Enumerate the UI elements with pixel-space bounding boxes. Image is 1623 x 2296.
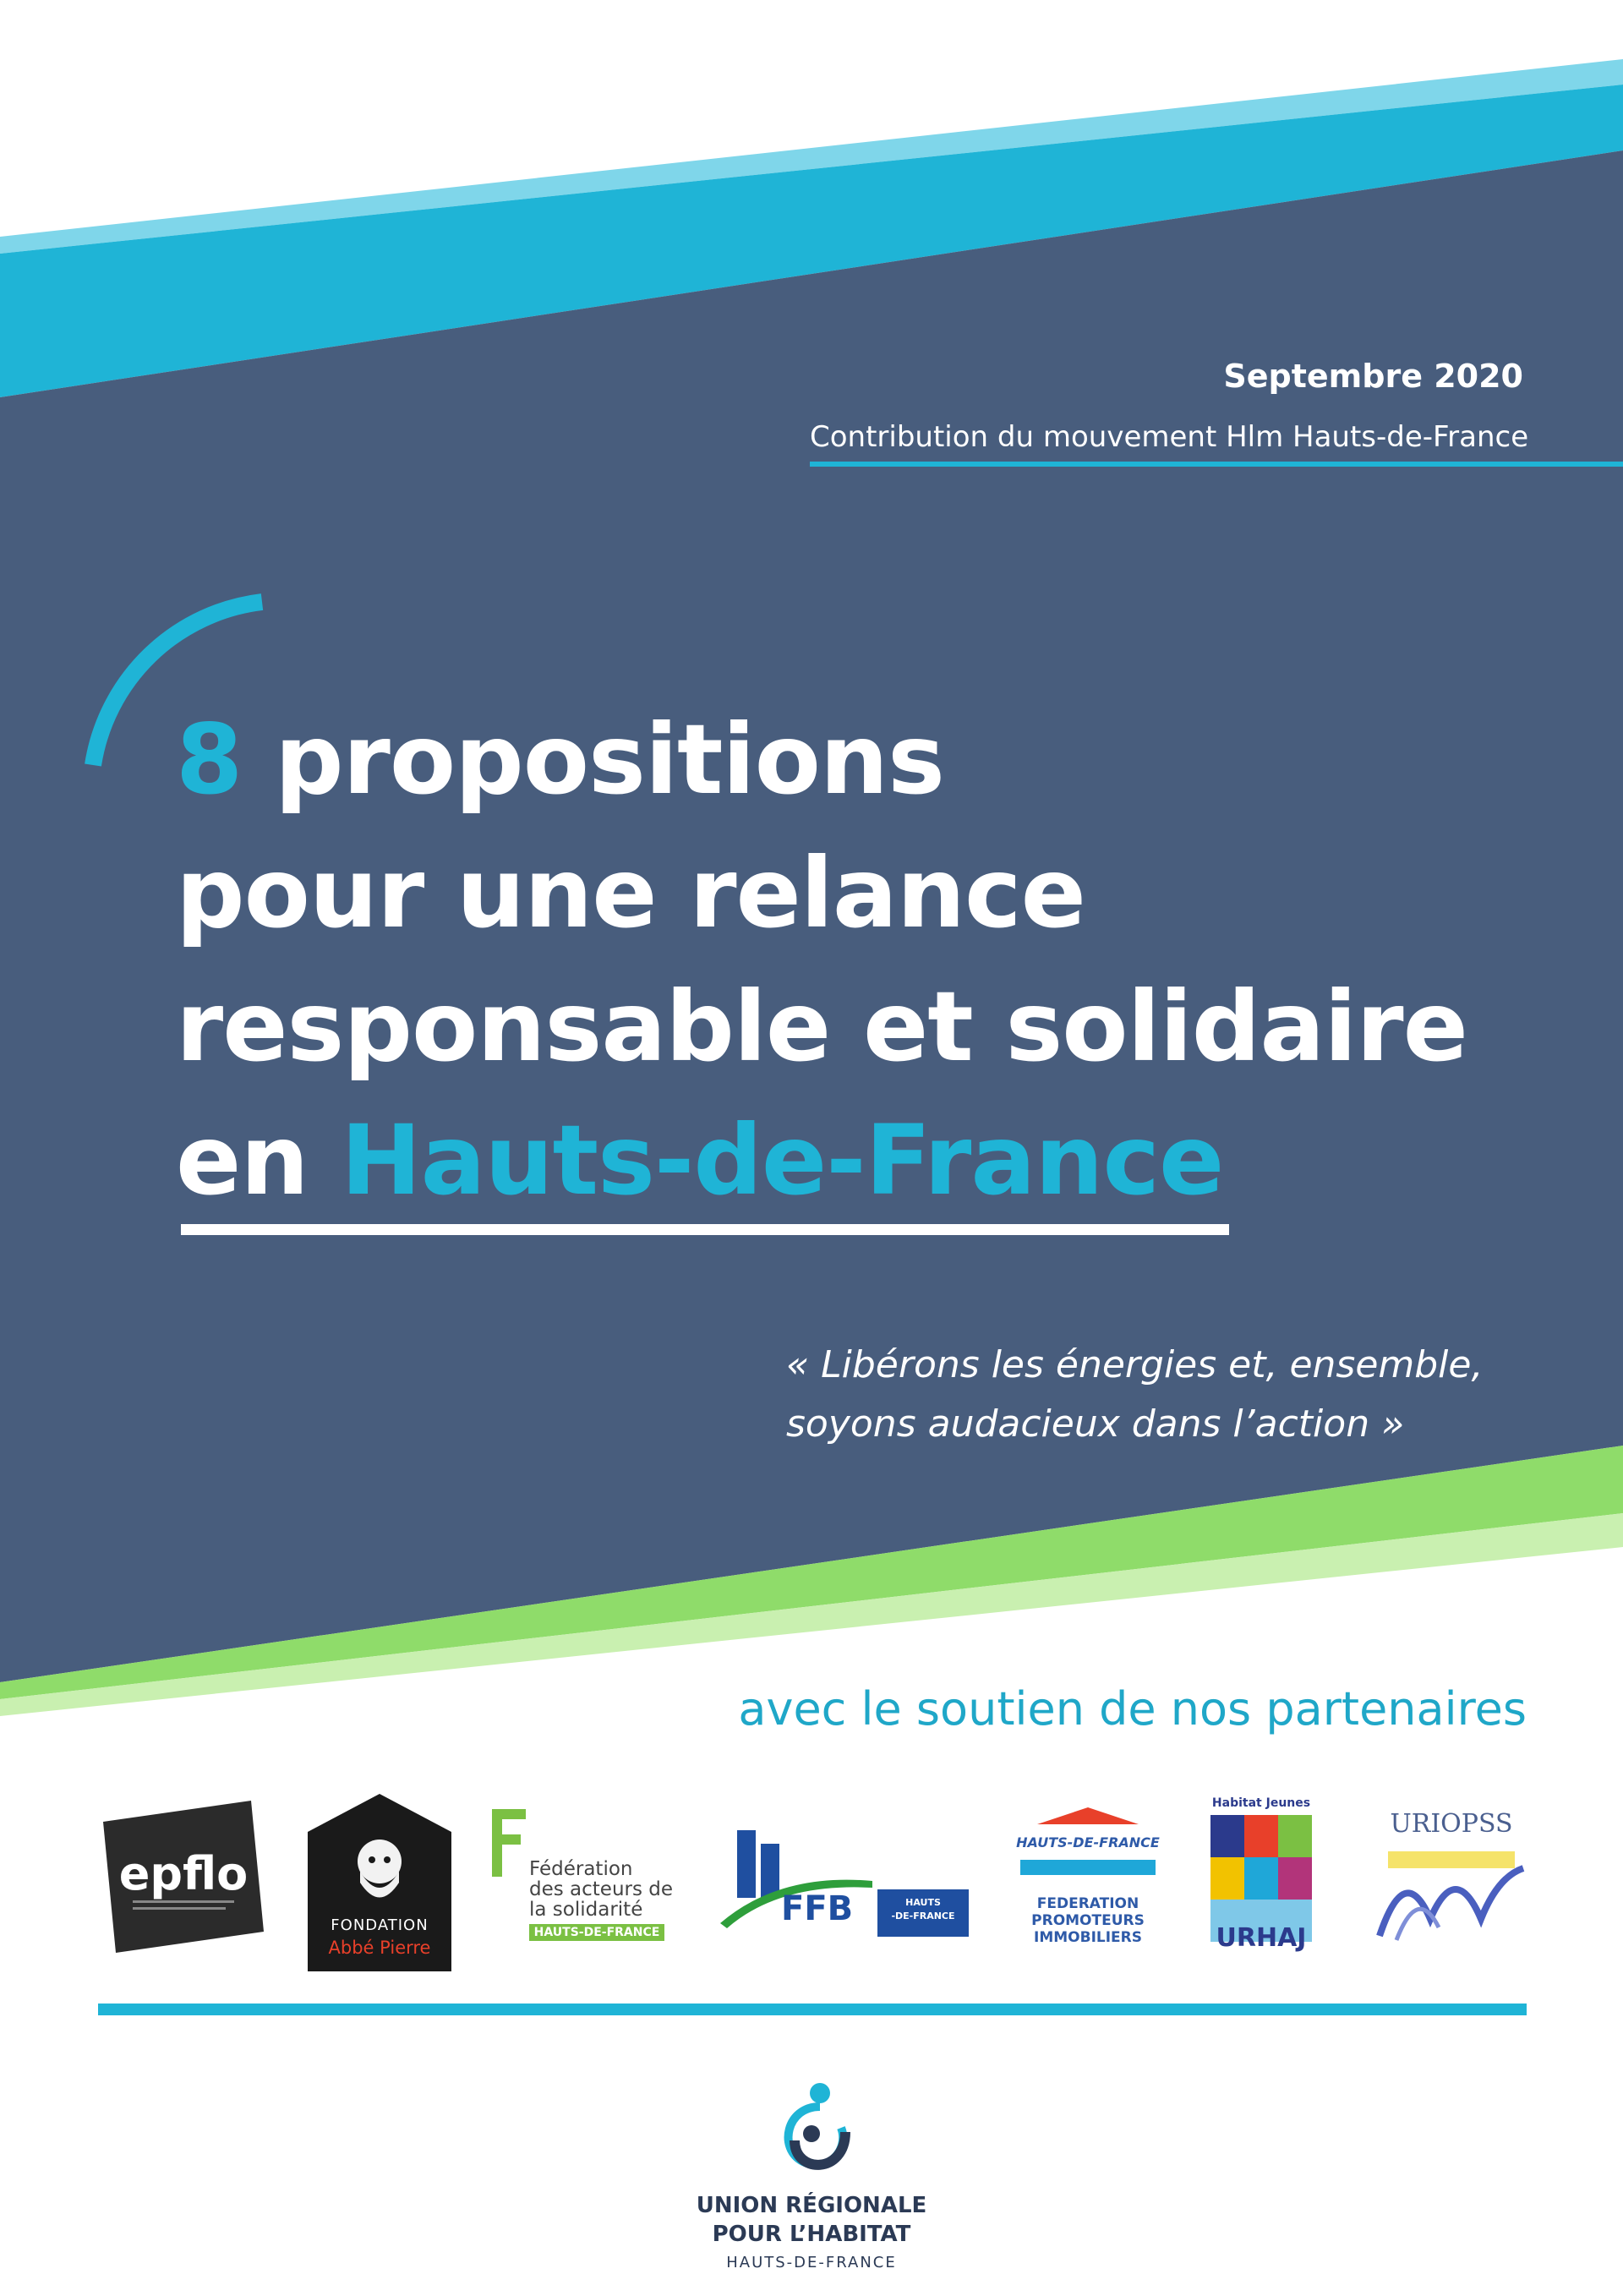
partner-logos xyxy=(95,1784,1532,1978)
fap-line-1: FONDATION xyxy=(331,1916,429,1934)
urhaj-label: URHAJ xyxy=(1216,1923,1307,1953)
ffb-label: FFB xyxy=(781,1889,854,1928)
publication-date: Septembre 2020 xyxy=(1223,358,1523,395)
federation-acteurs-solidarite-logo xyxy=(492,1809,686,1953)
urhaj-top: Habitat Jeunes xyxy=(1211,1796,1311,1810)
uriopss-logo xyxy=(1371,1809,1532,1953)
union-regionale-habitat-logo xyxy=(769,2081,854,2183)
title-region-highlight: Hauts-de-France xyxy=(341,1104,1224,1216)
urh-line-1: UNION RÉGIONALE xyxy=(696,2193,927,2218)
fpi-line-2: PROMOTEURS xyxy=(1031,1912,1145,1929)
urh-region: HAUTS-DE-FRANCE xyxy=(726,2254,897,2271)
title-number: 8 xyxy=(176,703,243,816)
urh-line-2: POUR L’HABITAT xyxy=(712,2222,911,2247)
fpi-region: HAUTS-DE-FRANCE xyxy=(1016,1834,1160,1850)
fas-line-3: la solidarité xyxy=(529,1899,643,1921)
fondation-abbe-pierre-logo xyxy=(308,1794,451,1971)
title-underline xyxy=(181,1224,1229,1235)
partners-heading: avec le soutien de nos partenaires xyxy=(738,1682,1527,1736)
subtitle-underline xyxy=(810,462,1623,467)
page-title xyxy=(176,693,1467,1227)
quote-line-1: « Libérons les énergies et, ensemble, xyxy=(786,1343,1484,1386)
ffb-region-line-1: HAUTS xyxy=(905,1897,941,1908)
fas-region: HAUTS-DE-FRANCE xyxy=(529,1924,664,1941)
fap-line-2: Abbé Pierre xyxy=(328,1938,431,1958)
contribution-subtitle: Contribution du mouvement Hlm Hauts-de-France xyxy=(810,420,1529,454)
title-line-4 xyxy=(176,1094,1467,1227)
title-line-1-rest: propositions xyxy=(242,703,944,816)
fas-line-1: Fédération xyxy=(529,1858,633,1880)
epflo-logo xyxy=(103,1801,264,1953)
urhaj-logo xyxy=(1202,1796,1320,1974)
cover-quote xyxy=(786,1336,1483,1454)
ffb-region-line-2: -DE-FRANCE xyxy=(891,1911,955,1922)
fpi-line-1: FEDERATION xyxy=(1036,1895,1139,1912)
title-line-4-prefix: en xyxy=(176,1104,342,1216)
ffb-region xyxy=(877,1889,969,1937)
ffb-logo xyxy=(720,1822,974,1940)
svg-text:epflo: epflo xyxy=(118,1847,249,1900)
union-regionale-habitat-name xyxy=(642,2191,981,2277)
uriopss-label: URIOPSS xyxy=(1390,1809,1513,1839)
fpi-logo xyxy=(1003,1807,1172,1968)
fpi-line-3: IMMOBILIERS xyxy=(1034,1929,1142,1946)
footer-divider xyxy=(98,2004,1527,2015)
title-line-1 xyxy=(176,693,1467,827)
title-line-2: pour une relance xyxy=(176,837,1085,949)
title-line-3: responsable et solidaire xyxy=(176,970,1467,1083)
fas-line-2: des acteurs de xyxy=(529,1878,674,1900)
quote-line-2: soyons audacieux dans l’action » xyxy=(786,1402,1405,1446)
